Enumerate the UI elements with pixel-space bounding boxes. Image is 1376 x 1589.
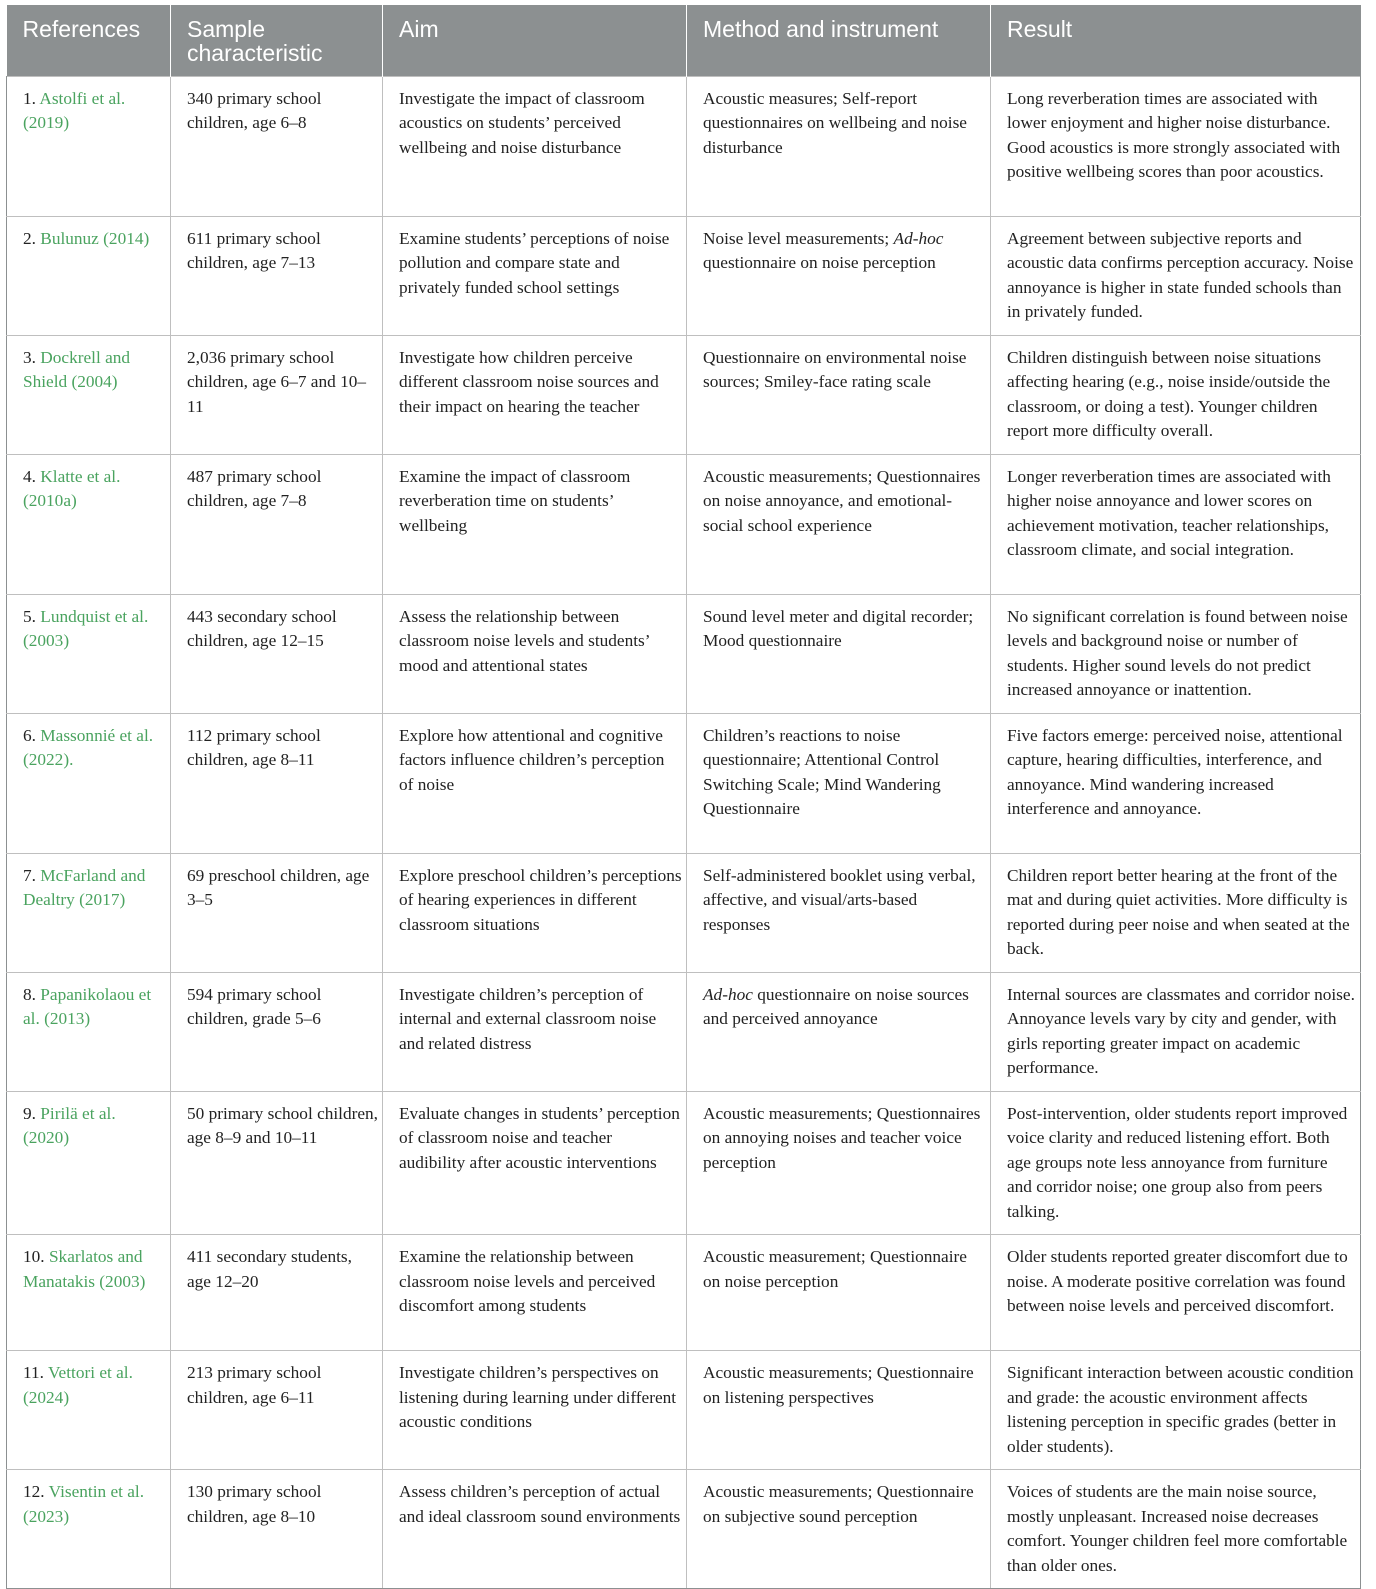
row-number: 4. bbox=[23, 466, 36, 486]
header-references: References bbox=[7, 5, 171, 76]
row-number: 10. bbox=[23, 1247, 45, 1266]
reference-link[interactable]: Vettori et al. (2024) bbox=[23, 1363, 133, 1407]
cell-sample-characteristic: 50 primary school children, age 8–9 and 10–11 bbox=[171, 1091, 383, 1235]
cell-method-instrument bbox=[687, 594, 991, 713]
cell-method-instrument bbox=[687, 76, 991, 216]
method-italic-term: Ad-hoc bbox=[703, 984, 753, 1004]
method-text: Acoustic measurements; Questionnaire on subjective sound perception bbox=[703, 1482, 974, 1526]
cell-reference bbox=[7, 1235, 171, 1351]
table-row bbox=[7, 713, 1361, 853]
cell-reference bbox=[7, 972, 171, 1091]
table-row bbox=[7, 972, 1361, 1091]
cell-result: Five factors emerge: perceived noise, attentional capture, hearing difficulties, interference, and annoyance. Mind wandering increased interference and annoyance. bbox=[991, 713, 1361, 853]
cell-result: Children distinguish between noise situations affecting hearing (e.g., noise inside/outside the classroom, or doing a test). Younger children report more difficulty overall. bbox=[991, 335, 1361, 454]
cell-aim: Investigate the impact of classroom acoustics on students’ perceived wellbeing and noise disturbance bbox=[383, 76, 687, 216]
method-text: Sound level meter and digital recorder; Mood questionnaire bbox=[703, 606, 974, 650]
cell-method-instrument bbox=[687, 1091, 991, 1235]
cell-aim: Examine the impact of classroom reverberation time on students’ wellbeing bbox=[383, 454, 687, 594]
cell-reference bbox=[7, 1351, 171, 1470]
table-row bbox=[7, 1351, 1361, 1470]
cell-aim: Investigate children’s perception of internal and external classroom noise and related distress bbox=[383, 972, 687, 1091]
header-method-instrument: Method and instrument bbox=[687, 5, 991, 76]
cell-result: Voices of students are the main noise source, mostly unpleasant. Increased noise decreases comfort. Younger children feel more comfortable than older ones. bbox=[991, 1470, 1361, 1589]
cell-result: Post-intervention, older students report improved voice clarity and reduced listening effort. Both age groups note less annoyance from furniture and corridor noise; one group also from peers talking. bbox=[991, 1091, 1361, 1235]
method-text: Acoustic measures; Self-report questionnaires on wellbeing and noise disturbance bbox=[703, 88, 967, 157]
cell-reference bbox=[7, 454, 171, 594]
row-number: 1. bbox=[23, 88, 36, 108]
cell-aim: Assess children’s perception of actual and ideal classroom sound environments bbox=[383, 1470, 687, 1589]
reference-link[interactable]: Papanikolaou et al. (2013) bbox=[23, 984, 152, 1028]
cell-aim: Investigate how children perceive different classroom noise sources and their impact on hearing the teacher bbox=[383, 335, 687, 454]
cell-aim: Evaluate changes in students’ perception of classroom noise and teacher audibility after acoustic interventions bbox=[383, 1091, 687, 1235]
cell-result: Significant interaction between acoustic condition and grade: the acoustic environment affects listening perception in specific grades (better in older students). bbox=[991, 1351, 1361, 1470]
header-row bbox=[7, 5, 1361, 76]
cell-result: Agreement between subjective reports and acoustic data confirms perception accuracy. Noise annoyance is higher in state funded schools than in privately funded. bbox=[991, 216, 1361, 335]
reference-link[interactable]: Lundquist et al. (2003) bbox=[23, 606, 149, 650]
row-number: 6. bbox=[23, 725, 36, 745]
cell-method-instrument bbox=[687, 335, 991, 454]
cell-aim: Assess the relationship between classroom noise levels and students’ mood and attentional states bbox=[383, 594, 687, 713]
cell-method-instrument bbox=[687, 1235, 991, 1351]
row-number: 11. bbox=[23, 1363, 44, 1382]
cell-sample-characteristic: 443 secondary school children, age 12–15 bbox=[171, 594, 383, 713]
cell-sample-characteristic: 611 primary school children, age 7–13 bbox=[171, 216, 383, 335]
cell-reference bbox=[7, 76, 171, 216]
table-header bbox=[7, 5, 1361, 76]
method-text: Noise level measurements; bbox=[703, 228, 894, 248]
cell-sample-characteristic: 487 primary school children, age 7–8 bbox=[171, 454, 383, 594]
cell-sample-characteristic: 411 secondary students, age 12–20 bbox=[171, 1235, 383, 1351]
method-text: Children’s reactions to noise questionnaire; Attentional Control Switching Scale; Mind Wandering Questionnaire bbox=[703, 725, 941, 818]
table-row bbox=[7, 594, 1361, 713]
row-number: 3. bbox=[23, 347, 36, 367]
cell-result: No significant correlation is found between noise levels and background noise or number of students. Higher sound levels do not predict increased annoyance or inattention. bbox=[991, 594, 1361, 713]
cell-method-instrument bbox=[687, 972, 991, 1091]
cell-aim: Investigate children’s perspectives on listening during learning under different acoustic conditions bbox=[383, 1351, 687, 1470]
header-result: Result bbox=[991, 5, 1361, 76]
method-text: Acoustic measurements; Questionnaires on annoying noises and teacher voice perception bbox=[703, 1103, 981, 1172]
cell-reference bbox=[7, 335, 171, 454]
cell-sample-characteristic: 2,036 primary school children, age 6–7 and 10–11 bbox=[171, 335, 383, 454]
studies-table bbox=[6, 5, 1361, 1589]
table-body bbox=[7, 76, 1361, 1589]
table-row bbox=[7, 1235, 1361, 1351]
row-number: 8. bbox=[23, 984, 36, 1004]
cell-sample-characteristic: 340 primary school children, age 6–8 bbox=[171, 76, 383, 216]
cell-method-instrument bbox=[687, 1351, 991, 1470]
cell-method-instrument bbox=[687, 853, 991, 972]
row-number: 9. bbox=[23, 1103, 36, 1123]
table-row bbox=[7, 1470, 1361, 1589]
reference-link[interactable]: Astolfi et al. (2019) bbox=[23, 88, 126, 132]
header-aim: Aim bbox=[383, 5, 687, 76]
cell-reference bbox=[7, 1091, 171, 1235]
cell-result: Children report better hearing at the front of the mat and during quiet activities. More difficulty is reported during peer noise and when seated at the back. bbox=[991, 853, 1361, 972]
table-row bbox=[7, 454, 1361, 594]
cell-method-instrument bbox=[687, 454, 991, 594]
method-text: Questionnaire on environmental noise sources; Smiley-face rating scale bbox=[703, 347, 967, 391]
reference-link[interactable]: Visentin et al. (2023) bbox=[23, 1482, 145, 1526]
row-number: 2. bbox=[23, 228, 36, 248]
cell-reference bbox=[7, 216, 171, 335]
cell-method-instrument bbox=[687, 713, 991, 853]
cell-reference bbox=[7, 594, 171, 713]
table-row bbox=[7, 335, 1361, 454]
cell-result: Longer reverberation times are associated with higher noise annoyance and lower scores on achievement motivation, teacher relationships, classroom climate, and social integration. bbox=[991, 454, 1361, 594]
reference-link[interactable]: Massonnié et al. (2022). bbox=[23, 725, 154, 769]
method-text: questionnaire on noise perception bbox=[703, 253, 936, 272]
reference-link[interactable]: Pirilä et al. (2020) bbox=[23, 1103, 116, 1147]
cell-aim: Explore preschool children’s perceptions of hearing experiences in different classroom situations bbox=[383, 853, 687, 972]
method-text: questionnaire on noise sources and perceived annoyance bbox=[703, 984, 969, 1028]
cell-sample-characteristic: 112 primary school children, age 8–11 bbox=[171, 713, 383, 853]
cell-result: Internal sources are classmates and corridor noise. Annoyance levels vary by city and gender, with girls reporting greater impact on academic performance. bbox=[991, 972, 1361, 1091]
cell-aim: Examine students’ perceptions of noise pollution and compare state and privately funded school settings bbox=[383, 216, 687, 335]
cell-aim: Examine the relationship between classroom noise levels and perceived discomfort among students bbox=[383, 1235, 687, 1351]
cell-sample-characteristic: 69 preschool children, age 3–5 bbox=[171, 853, 383, 972]
header-sample-characteristic: Sample characteristic bbox=[171, 5, 383, 76]
row-number: 5. bbox=[23, 606, 36, 626]
method-text: Acoustic measurements; Questionnaires on noise annoyance, and emotional-social school experience bbox=[703, 466, 981, 535]
cell-result: Long reverberation times are associated with lower enjoyment and higher noise disturbance. Good acoustics is more strongly associated with positive wellbeing scores than poor acoustics. bbox=[991, 76, 1361, 216]
method-text: Self-administered booklet using verbal, affective, and visual/arts-based responses bbox=[703, 865, 976, 934]
cell-reference bbox=[7, 853, 171, 972]
cell-sample-characteristic: 213 primary school children, age 6–11 bbox=[171, 1351, 383, 1470]
cell-aim: Explore how attentional and cognitive factors influence children’s perception of noise bbox=[383, 713, 687, 853]
row-number: 7. bbox=[23, 865, 36, 885]
cell-sample-characteristic: 130 primary school children, age 8–10 bbox=[171, 1470, 383, 1589]
reference-link[interactable]: Klatte et al. (2010a) bbox=[23, 466, 121, 510]
cell-result: Older students reported greater discomfort due to noise. A moderate positive correlation was found between noise levels and perceived discomfort. bbox=[991, 1235, 1361, 1351]
reference-link[interactable]: McFarland and Dealtry (2017) bbox=[23, 865, 146, 909]
cell-method-instrument bbox=[687, 216, 991, 335]
reference-link[interactable]: Dockrell and Shield (2004) bbox=[23, 347, 131, 391]
table-row bbox=[7, 1091, 1361, 1235]
cell-reference bbox=[7, 1470, 171, 1589]
row-number: 12. bbox=[23, 1482, 45, 1501]
reference-link[interactable]: Skarlatos and Manatakis (2003) bbox=[23, 1247, 146, 1291]
method-text: Acoustic measurements; Questionnaire on listening perspectives bbox=[703, 1363, 974, 1407]
cell-reference bbox=[7, 713, 171, 853]
reference-link[interactable]: Bulunuz (2014) bbox=[40, 228, 150, 248]
table-row bbox=[7, 853, 1361, 972]
cell-method-instrument bbox=[687, 1470, 991, 1589]
cell-sample-characteristic: 594 primary school children, grade 5–6 bbox=[171, 972, 383, 1091]
method-italic-term: Ad-hoc bbox=[893, 228, 944, 248]
table-row bbox=[7, 76, 1361, 216]
table-row bbox=[7, 216, 1361, 335]
method-text: Acoustic measurement; Questionnaire on noise perception bbox=[703, 1247, 967, 1291]
